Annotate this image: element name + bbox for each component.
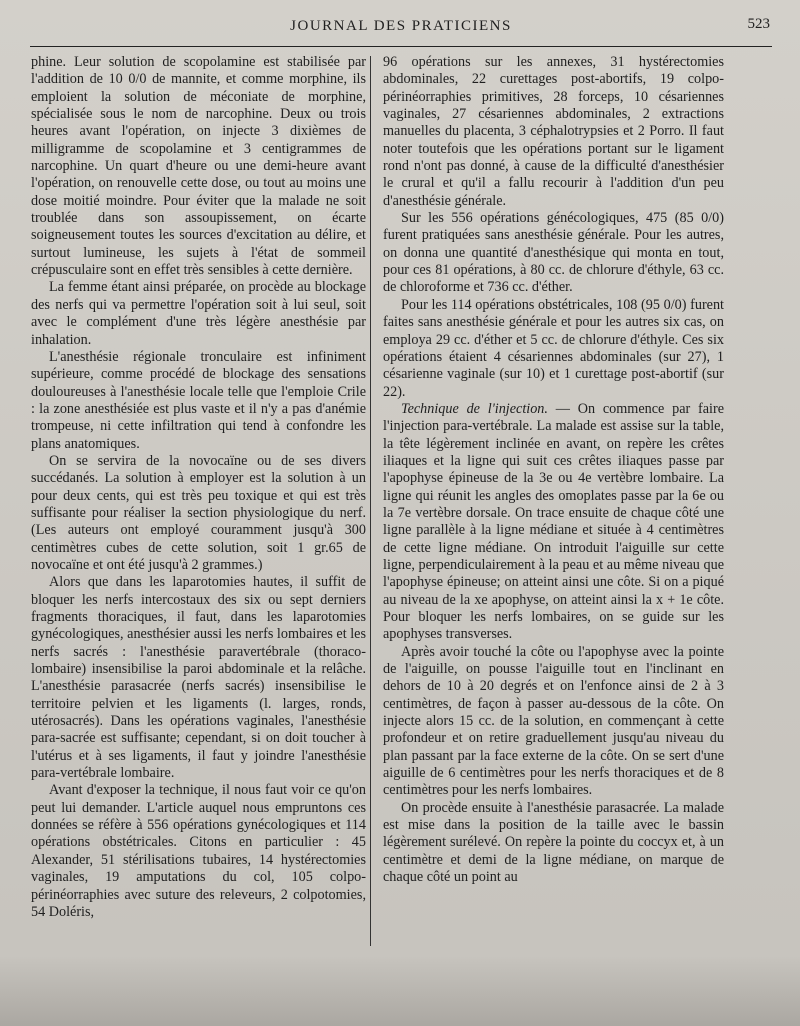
- left-column: [31, 54, 366, 921]
- paragraph: Avant d'exposer la technique, il nous faut voir ce qu'on peut lui demander. L'article auquel nous empruntons ces données se réfère à 556 opérations gynécologiques et 114 opérations obstétricales. Citons en particulier : 45 Alexander, 51 stérilisations tubaires, 14 hystérectomies vaginales, 19 amputations du col, 105 colpo-périnéorraphies avec suture des releveurs, 2 colpotomies, 54 Doléris,: [31, 782, 366, 920]
- running-title: JOURNAL DES PRATICIENS: [290, 18, 512, 34]
- right-column: [383, 54, 724, 887]
- paragraph-text: — On commence par faire l'injection para-vertébrale. La malade est assise sur la table, la tête légèrement inclinée en avant, on repère les crêtes iliaques et la ligne qui suit ces crêtes iliaques passe par l'apophyse épineuse de la 3e ou 4e vertèbre lombaire. La ligne qui réunit les angles des omoplates passe par la 6e ou la 7e vertèbre dorsale. On trace ensuite de chaque côté une ligne parallèle à la ligne médiane et située à 4 centimètres de cette ligne médiane. On introduit l'aiguille sur cette ligne, perpendiculairement à la peau et au même niveau que l'apophyse épineuse; on atteint ainsi une côte. Si on a piqué au niveau de la xe apophyse, on atteint ainsi la x + 1e côte. Pour bloquer les nerfs lombaires, on se guide sur les apophyses transverses.: [383, 400, 725, 643]
- page-shadow: [0, 956, 800, 1026]
- section-lead: Technique de l'injection.: [401, 400, 548, 417]
- paragraph: On se servira de la novocaïne ou de ses divers succédanés. La solution à employer est la solution à un pour deux cents, qui est très peu toxique et qui est très suffisante pour réaliser la section physiologique du nerf. (Les auteurs ont employé couramment jusqu'à 300 centimètres cubes de cette solution, soit 1 gr.65 de novocaïne et ont été jusqu'à 2 grammes.): [31, 452, 366, 573]
- paragraph: Alors que dans les laparotomies hautes, il suffit de bloquer les nerfs intercostaux des six ou sept derniers fragments thoraciques, il faut, dans les laparotomies gynécologiques, anesthésier aussi les nerfs lombaires et les nerfs sacrés : l'anesthésie paravertébrale (thoraco-lombaire) insensibilise la paroi abdominale et la relâche. L'anesthésie parasacrée (nerfs sacrés) insensibilise le territoire pelvien et les ligaments (l. larges, ronds, utérosacrés). Dans les opérations vaginales, l'anesthésie para-sacrée est suffisante; cependant, si on doit toucher à l'utérus et à ses ligaments, il faut y joindre l'anesthésie para-vertébrale lombaire.: [31, 574, 366, 782]
- paragraph: On procède ensuite à l'anesthésie parasacrée. La malade est mise dans la position de la taille avec le bassin légèrement surélevé. On repère la pointe du coccyx et, à un centimètre et demi de la ligne médiane, on marque de chaque côté un point au: [383, 799, 724, 886]
- paragraph: La femme étant ainsi préparée, on procède au blockage des nerfs qui va permettre l'opération soit à lui seul, soit avec le complément d'une très légère anesthésie par inhalation.: [31, 279, 366, 348]
- header-rule: [30, 46, 772, 47]
- paragraph: 96 opérations sur les annexes, 31 hystérectomies abdominales, 22 curettages post-abortifs, 19 colpo-périnéorraphies primitives, 28 forceps, 10 césariennes vaginales, 27 césariennes abdominales, 2 extractions manuelles du placenta, 3 céphalotrypsies et 2 Porro. Il faut noter toutefois que les opérations portant sur le ligament rond n'ont pas donné, à cause de la difficulté d'anesthésier le crural et qu'il a fallu recourir à l'addition d'un peu d'anesthésie générale.: [383, 54, 724, 209]
- column-divider: [370, 56, 371, 946]
- paragraph: Sur les 556 opérations génécologiques, 475 (85 0/0) furent pratiquées sans anesthésie générale. Pour les autres, on donna une quantité d'anesthésique qui monta en tout, pour ces 81 opérations, à 80 cc. de chlorure d'éthyle, 63 cc. de chloroforme et 736 cc. d'éther.: [383, 210, 724, 296]
- paragraph: phine. Leur solution de scopolamine est stabilisée par l'addition de 10 0/0 de mannite, et comme morphine, ils emploient la solution de méconiate de morphine, spécialisée sous le nom de narcophine. Deux ou trois heures avant l'opération, on injecte 3 dixièmes de milligramme de scopolamine et 3 centigrammes de narcophine. Un quart d'heure ou une demi-heure avant l'opération, on renouvelle cette dose, ou tout au moins une dose moitié moindre. Pour éviter que la malade ne soit troublée dans son assoupissement, on écarte soigneusement toutes les sources d'excitation au délire, et surtout lumineuse, les sujets à l'état de sommeil crépusculaire sont en effet très sensibles à cette dernière.: [31, 54, 366, 279]
- paragraph: L'anesthésie régionale tronculaire est infiniment supérieure, comme procédé de blockage des sensations douloureuses à l'anesthésie locale telle que l'emploie Crile : la zone anesthésiée est plus vaste et il n'y a pas d'anémie trompeuse, ni cette infiltration qui tend à confondre les plans anatomiques.: [31, 348, 366, 452]
- page-number: 523: [747, 16, 770, 32]
- paragraph-technique: [383, 401, 724, 644]
- paragraph: Pour les 114 opérations obstétricales, 108 (95 0/0) furent faites sans anesthésie générale et pour les autres six cas, on employa 29 cc. d'éther et 5 cc. de chlorure d'éthyle. Ces six opérations étaient 4 césariennes abdominales (sur 27), 1 césarienne vaginale (sur 10) et 1 curettage post-abortif (sur 22).: [383, 296, 724, 400]
- paragraph: Après avoir touché la côte ou l'apophyse avec la pointe de l'aiguille, on pousse l'aiguille tout en l'inclinant en dehors de 10 à 20 degrés et on l'enfonce ainsi de 2 à 3 centimètres, de façon à passer au-dessous de la côte. On injecte alors 15 cc. de la solution, en commençant à cette profondeur et on retire graduellement jusqu'au niveau du plan passant par la face externe de la côte. On se sert d'une aiguille de 6 centimètres pour les nerfs thoraciques et de 8 centimètres pour les nerfs lombaires.: [383, 643, 724, 799]
- page-header: [30, 14, 772, 40]
